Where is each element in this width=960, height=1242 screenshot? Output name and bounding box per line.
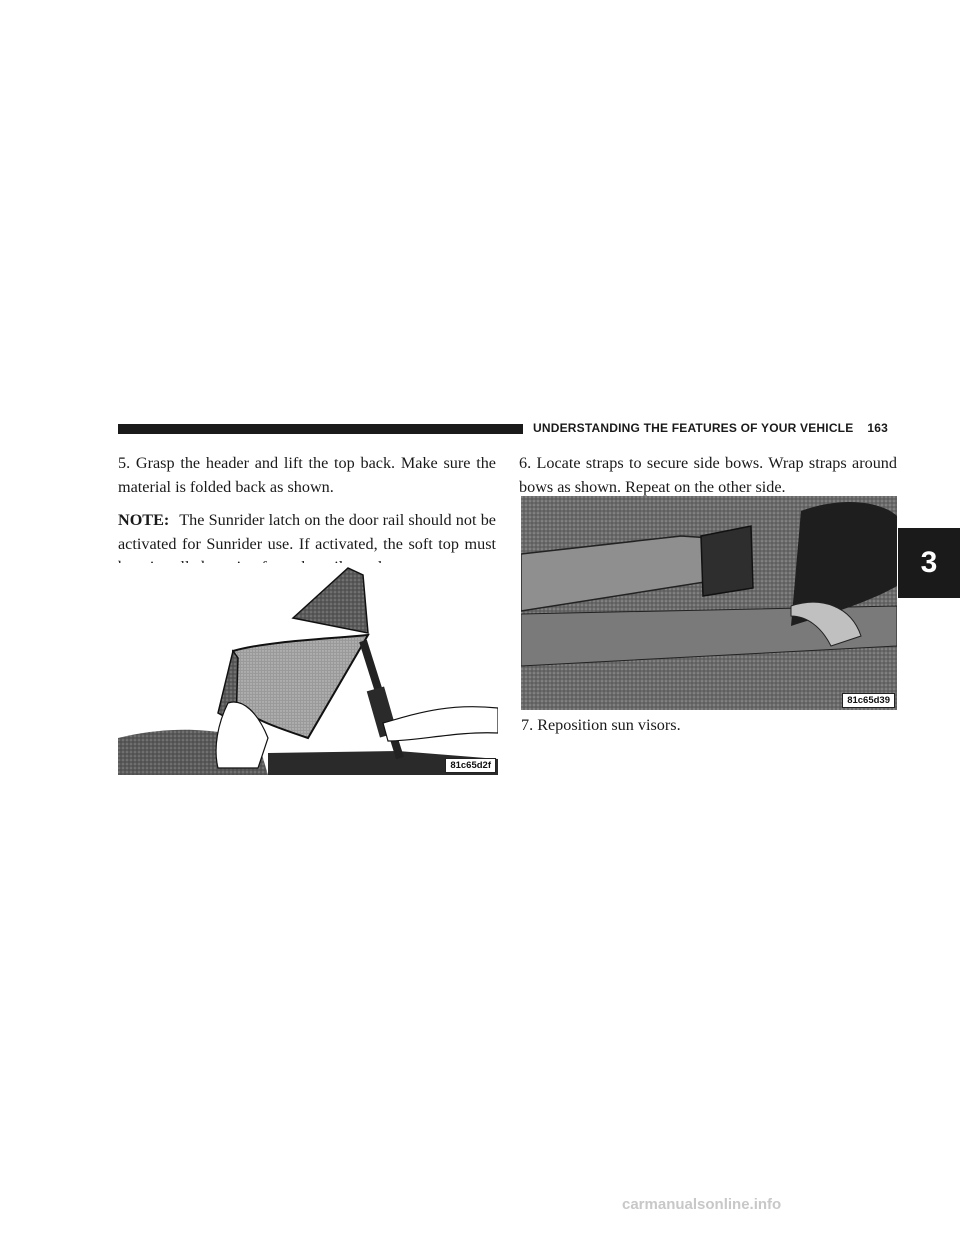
figure-2-code: 81c65d39 (842, 693, 895, 708)
figure-lift-top-back (118, 563, 498, 775)
note-text: The Sunrider latch on the door rail should not be activated for Sunrider use. If activated, the soft top must (118, 511, 496, 553)
figure-strap-side-bows (521, 496, 897, 710)
figure-2-illustration (521, 496, 897, 710)
step-6-text: 6. Locate straps to secure side bows. Wrap straps around bows as shown. Repeat on the other side. (519, 454, 897, 496)
note-label: NOTE: (118, 511, 170, 529)
figure-1-code: 81c65d2f (445, 758, 496, 773)
site-watermark: carmanualsonline.info (622, 1196, 782, 1213)
step-7-text: 7. Reposition sun visors. (521, 716, 681, 734)
figure-1-illustration (118, 563, 498, 775)
section-title: UNDERSTANDING THE FEATURES OF YOUR VEHICLE (533, 421, 854, 435)
step-5-text: 5. Grasp the header and lift the top back. Make sure the material is folded back as shown. (118, 454, 496, 496)
header-rule (118, 424, 523, 434)
page-number: 163 (867, 421, 889, 435)
chapter-tab[interactable]: 3 (898, 528, 960, 598)
running-header (533, 421, 893, 435)
